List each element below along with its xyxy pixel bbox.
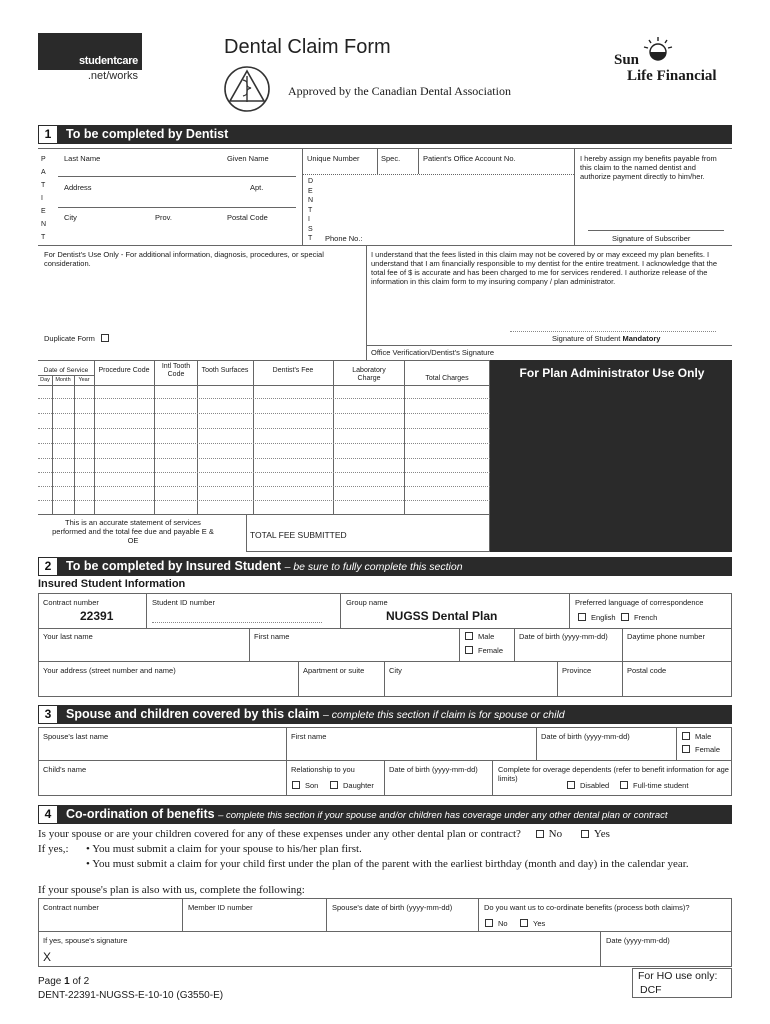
- col-total-charges: Total Charges: [425, 375, 469, 382]
- disabled-option[interactable]: Disabled: [567, 781, 609, 790]
- prov-label: Prov.: [155, 213, 172, 222]
- form-title: Dental Claim Form: [224, 36, 391, 58]
- coordinate-yes-checkbox[interactable]: [520, 919, 528, 927]
- postal-code-label-s2: Postal code: [627, 666, 667, 675]
- page-number: Page 1 of 2: [38, 976, 90, 987]
- coordinate-label: Do you want us to co-ordinate benefits (process both claims)?: [484, 903, 690, 912]
- bullet-1: • You must submit a claim for your spouse to his/her plan first.: [86, 843, 362, 855]
- city-label-s2: City: [389, 666, 402, 675]
- coverage-yes-checkbox[interactable]: [581, 830, 589, 838]
- group-name-value: NUGSS Dental Plan: [386, 609, 498, 623]
- address-label: Address: [64, 183, 92, 192]
- contract-number-value: 22391: [80, 609, 114, 623]
- fulltime-option[interactable]: Full-time student: [620, 781, 688, 790]
- col-dentist-fee: Dentist's Fee: [272, 367, 314, 374]
- daughter-checkbox[interactable]: [330, 781, 338, 789]
- col-intl-tooth-code: Intl Tooth Code: [161, 363, 191, 378]
- fulltime-checkbox[interactable]: [620, 781, 628, 789]
- your-address-label: Your address (street number and name): [43, 666, 176, 675]
- english-option[interactable]: English: [578, 613, 616, 622]
- form-code: DENT-22391-NUGSS-E-10-10 (G3550-E): [38, 990, 224, 1001]
- male-checkbox[interactable]: [465, 632, 473, 640]
- col-tooth-surfaces: Tooth Surfaces: [201, 367, 249, 374]
- signature-student-label: Signature of Student Mandatory: [552, 334, 661, 343]
- logo-text-studentcare: studentcare: [78, 55, 138, 67]
- your-last-name-label: Your last name: [43, 632, 93, 641]
- bullet-2: • You must submit a claim for your child first under the plan of the parent with the earliest birthday (month and day) in the calendar year.: [86, 858, 689, 870]
- office-verification-label: Office Verification/Dentist's Signature: [371, 348, 495, 357]
- apt-label: Apt.: [250, 183, 264, 192]
- coverage-question: Is your spouse or are your children covered for any of these expenses under any other dental plan or contract? No Yes: [38, 828, 610, 840]
- overage-label: Complete for overage dependents (refer to benefit information for age limits): [498, 765, 729, 783]
- section-4-header: [38, 805, 732, 824]
- female-checkbox[interactable]: [465, 646, 473, 654]
- coverage-no-checkbox[interactable]: [536, 830, 544, 838]
- spouse-signature-label: If yes, spouse's signature: [43, 936, 128, 945]
- signature-subscriber-label: Signature of Subscriber: [612, 234, 691, 243]
- col-procedure-code: Procedure Code: [98, 367, 150, 374]
- disabled-checkbox[interactable]: [567, 781, 575, 789]
- ho-use-label: For HO use only:: [638, 970, 718, 982]
- section-4-title: Co-ordination of benefits – complete this section if your spouse and/or children has coverage under any other dental plan or contract: [66, 807, 668, 821]
- language-label: Preferred language of correspondence: [575, 598, 704, 607]
- child-dob-label: Date of birth (yyyy-mm-dd): [389, 765, 478, 774]
- spouse-first-name-label: First name: [291, 732, 327, 741]
- spouse-last-name-label: Spouse's last name: [43, 732, 109, 741]
- sunlife-text-sun: Sun: [614, 52, 640, 68]
- english-checkbox[interactable]: [578, 613, 586, 621]
- section-4-number: 4: [38, 805, 58, 824]
- spouse-male-option[interactable]: Male: [682, 732, 711, 741]
- spouse-female-checkbox[interactable]: [682, 745, 690, 753]
- plan-admin-title: For Plan Administrator Use Only: [519, 366, 705, 380]
- section-1-number: 1: [38, 125, 58, 144]
- dcf-label: DCF: [640, 984, 662, 996]
- dentist-use-text: For Dentist's Use Only - For additional information, diagnosis, procedures, or special consideration.: [44, 250, 324, 268]
- office-account-label: Patient's Office Account No.: [423, 154, 516, 163]
- duplicate-form-label: Duplicate Form: [44, 334, 114, 343]
- province-label: Province: [562, 666, 592, 675]
- section-3-number: 3: [38, 705, 58, 724]
- son-checkbox[interactable]: [292, 781, 300, 789]
- col-day: Day: [40, 377, 50, 383]
- studentcare-logo: [38, 33, 142, 83]
- spouse-also-text: If your spouse's plan is also with us, complete the following:: [38, 884, 305, 896]
- cda-emblem: [222, 64, 272, 114]
- col-laboratory-charge: Laboratory Charge: [352, 367, 386, 382]
- signature-x-mark[interactable]: X: [43, 950, 52, 964]
- if-yes-label: If yes,:: [38, 843, 69, 855]
- duplicate-form-checkbox[interactable]: [101, 334, 109, 342]
- spouse-dob-label: Date of birth (yyyy-mm-dd): [541, 732, 630, 741]
- section-1-header: [38, 125, 732, 144]
- daytime-phone-label: Daytime phone number: [627, 632, 705, 641]
- student-id-label: Student ID number: [152, 598, 215, 607]
- sunlife-text-life: Life Financial: [627, 68, 717, 84]
- total-fee-submitted-label: TOTAL FEE SUBMITTED: [250, 530, 347, 540]
- patient-vertical-label: P A T I E N T: [41, 156, 47, 241]
- section-2-number: 2: [38, 557, 58, 576]
- col-date-of-service: Date of Service: [43, 367, 89, 374]
- procedures-table: [38, 360, 490, 515]
- postal-code-label: Postal Code: [227, 213, 268, 222]
- city-label: City: [64, 213, 77, 222]
- female-option[interactable]: Female: [465, 646, 503, 655]
- apartment-label: Apartment or suite: [303, 666, 365, 675]
- son-option[interactable]: Son: [292, 781, 318, 790]
- date-label: Date (yyyy-mm-dd): [606, 936, 670, 945]
- sunlife-logo: [612, 34, 732, 86]
- coordinate-no-checkbox[interactable]: [485, 919, 493, 927]
- last-name-label: Last Name: [64, 154, 101, 163]
- unique-number-label: Unique Number: [307, 154, 360, 163]
- daughter-option[interactable]: Daughter: [330, 781, 374, 790]
- spouse-dob-s4-label: Spouse's date of birth (yyyy-mm-dd): [332, 903, 453, 912]
- section-3-header: [38, 705, 732, 724]
- group-name-label: Group name: [346, 598, 388, 607]
- plan-admin-box: [490, 360, 732, 552]
- coordinate-yes-option[interactable]: Yes: [520, 919, 545, 928]
- member-id-label: Member ID number: [188, 903, 253, 912]
- insured-student-heading: Insured Student Information: [38, 578, 186, 590]
- assign-benefits-text: I hereby assign my benefits payable from this claim to the named dentist and authorize payment directly to him/her.: [580, 154, 717, 181]
- s4-contract-label: Contract number: [43, 903, 99, 912]
- male-option[interactable]: Male: [465, 632, 494, 641]
- relationship-label: Relationship to you: [291, 765, 355, 774]
- col-year: Year: [78, 377, 90, 383]
- contract-number-label: Contract number: [43, 598, 99, 607]
- spouse-female-option[interactable]: Female: [682, 745, 720, 754]
- first-name-label: First name: [254, 632, 290, 641]
- spec-label: Spec.: [381, 154, 401, 163]
- section-2-title: To be completed by Insured Student – be sure to fully complete this section: [66, 559, 463, 573]
- spouse-male-checkbox[interactable]: [682, 732, 690, 740]
- logo-text-networks: .net/works: [87, 70, 138, 82]
- french-option[interactable]: French: [621, 613, 657, 622]
- section-3-title: Spouse and children covered by this claim – complete this section if claim is for spouse or child: [66, 707, 565, 721]
- given-name-label: Given Name: [227, 154, 269, 163]
- dob-label: Date of birth (yyyy-mm-dd): [519, 632, 608, 641]
- approved-text: Approved by the Canadian Dental Association: [288, 84, 511, 98]
- french-checkbox[interactable]: [621, 613, 629, 621]
- phone-label: Phone No.:: [325, 234, 363, 243]
- section-1-title: To be completed by Dentist: [66, 127, 229, 141]
- student-id-field[interactable]: [152, 622, 322, 623]
- accurate-statement-text: This is an accurate statement of services performed and the total fee due and payable E & OE: [52, 518, 214, 545]
- section-2-header: [38, 557, 732, 576]
- dentist-vertical-label: D E N T I S T: [308, 178, 314, 242]
- understand-fees-text: I understand that the fees listed in this claim may not be covered by or may exceed my plan benefits. I understand that I am financially responsible to my dentist for the entire treatment. I acknowledge that the total fee of $ is accurate and has been charged to me for services rendered. I authorize release of the information in this claim form to my insuring company / plan administrator.: [371, 250, 718, 286]
- coordinate-no-option[interactable]: No: [485, 919, 508, 928]
- col-month: Month: [55, 377, 71, 383]
- child-name-label: Child's name: [43, 765, 87, 774]
